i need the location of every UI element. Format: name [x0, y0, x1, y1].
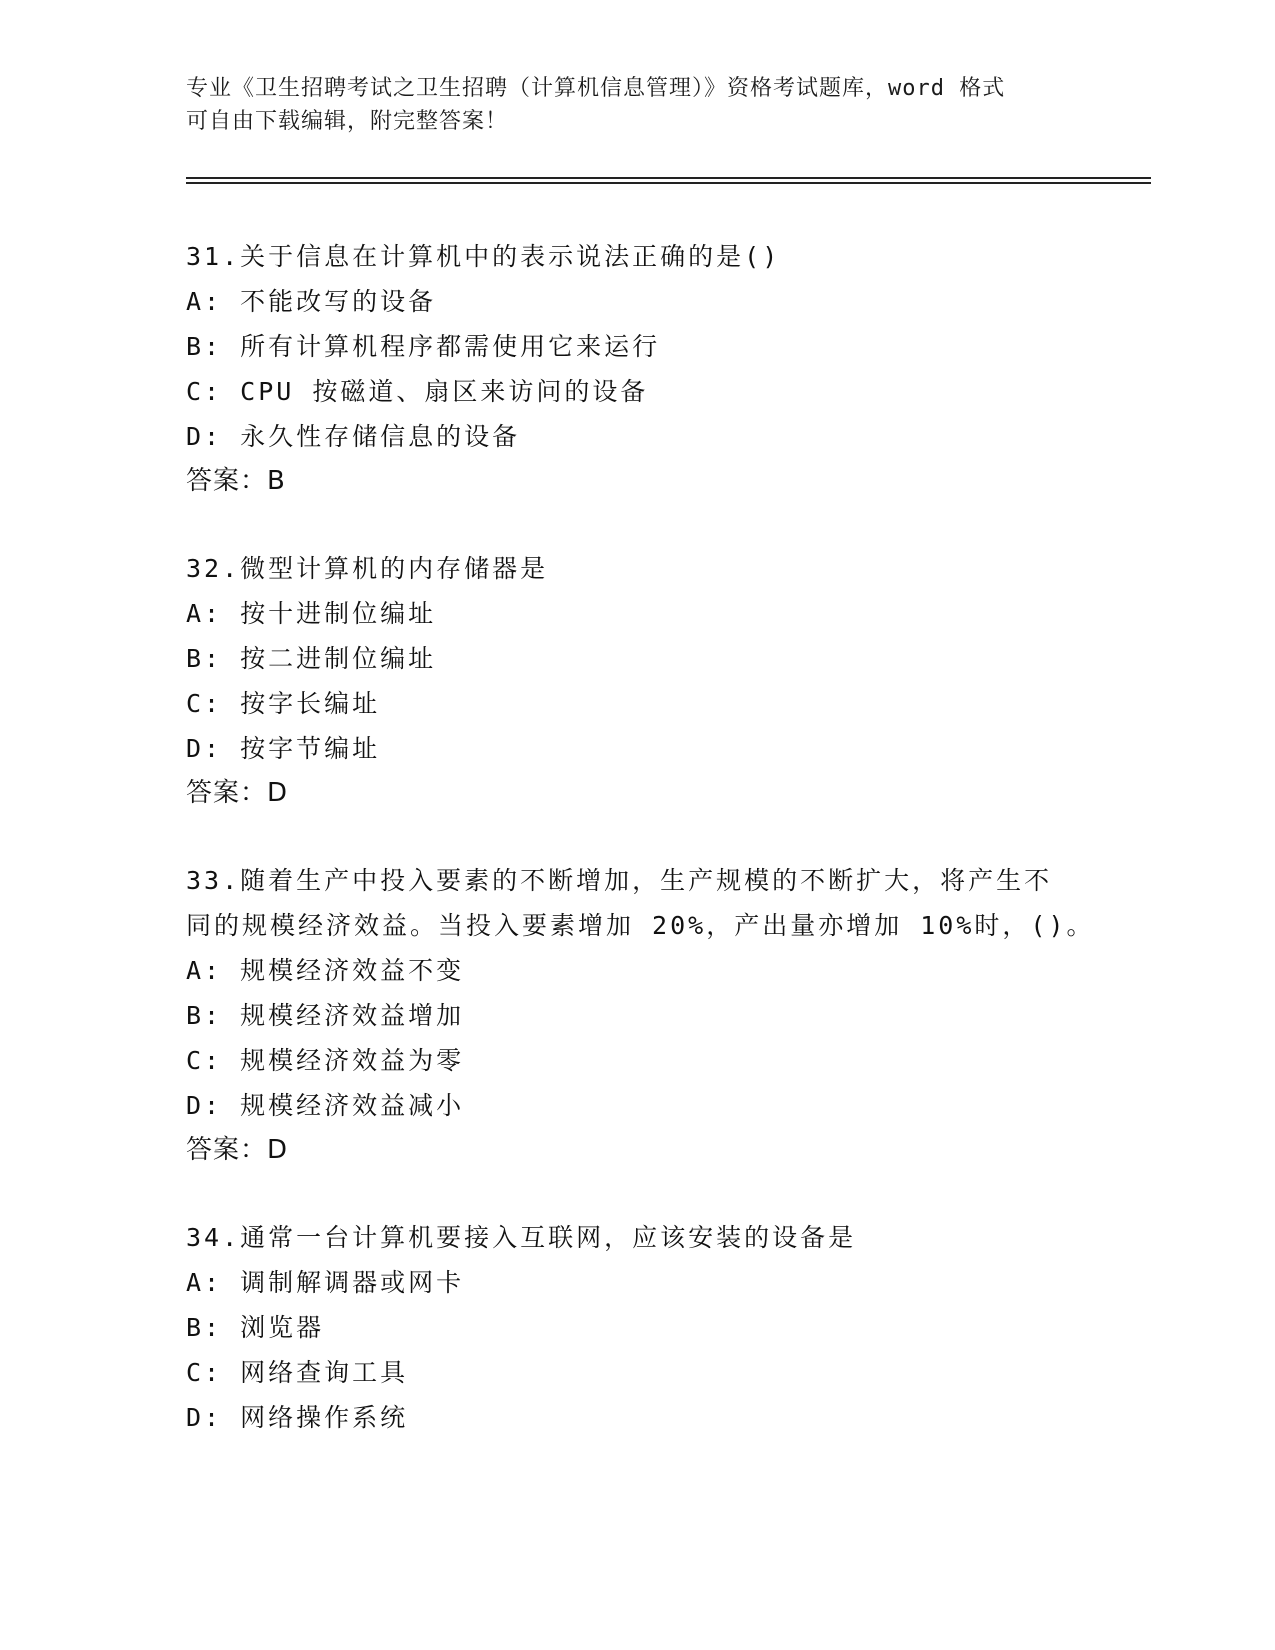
header-line-1: 专业《卫生招聘考试之卫生招聘（计算机信息管理）》资格考试题库，word 格式 [186, 76, 1006, 101]
option-d: D: 网络操作系统 [186, 1403, 409, 1432]
option-d: D: 规模经济效益减小 [186, 1091, 465, 1120]
question-stem-continued: 同的规模经济效益。当投入要素增加 20%，产出量亦增加 10%时，()。 [186, 911, 1095, 940]
option-a: A: 调制解调器或网卡 [186, 1268, 465, 1297]
option-c: C: 网络查询工具 [186, 1358, 409, 1387]
answer-label: 答案：D [186, 1135, 289, 1165]
option-d: D: 永久性存储信息的设备 [186, 422, 521, 451]
question-31 [186, 234, 1146, 504]
option-b: B: 所有计算机程序都需使用它来运行 [186, 332, 661, 361]
question-32 [186, 546, 1146, 816]
header-line-2: 可自由下载编辑，附完整答案！ [186, 109, 509, 134]
question-34 [186, 1215, 1146, 1440]
question-stem: 31.关于信息在计算机中的表示说法正确的是() [186, 242, 781, 271]
question-stem: 33.随着生产中投入要素的不断增加，生产规模的不断扩大，将产生不 [186, 866, 1053, 895]
option-c: C: CPU 按磁道、扇区来访问的设备 [186, 377, 649, 406]
option-c: C: 规模经济效益为零 [186, 1046, 465, 1075]
answer-label: 答案：D [186, 778, 289, 808]
document-header [186, 72, 1066, 138]
option-b: B: 规模经济效益增加 [186, 1001, 465, 1030]
question-33 [186, 858, 1146, 1173]
header-divider-bottom [186, 182, 1151, 184]
option-c: C: 按字长编址 [186, 689, 381, 718]
option-a: A: 按十进制位编址 [186, 599, 437, 628]
question-list [186, 234, 1146, 1482]
option-b: B: 按二进制位编址 [186, 644, 437, 673]
answer-label: 答案：B [186, 466, 286, 496]
option-a: A: 不能改写的设备 [186, 287, 437, 316]
option-d: D: 按字节编址 [186, 734, 381, 763]
header-divider-top [186, 177, 1151, 179]
option-b: B: 浏览器 [186, 1313, 325, 1342]
question-stem: 34.通常一台计算机要接入互联网，应该安装的设备是 [186, 1223, 857, 1252]
option-a: A: 规模经济效益不变 [186, 956, 465, 985]
question-stem: 32.微型计算机的内存储器是 [186, 554, 549, 583]
